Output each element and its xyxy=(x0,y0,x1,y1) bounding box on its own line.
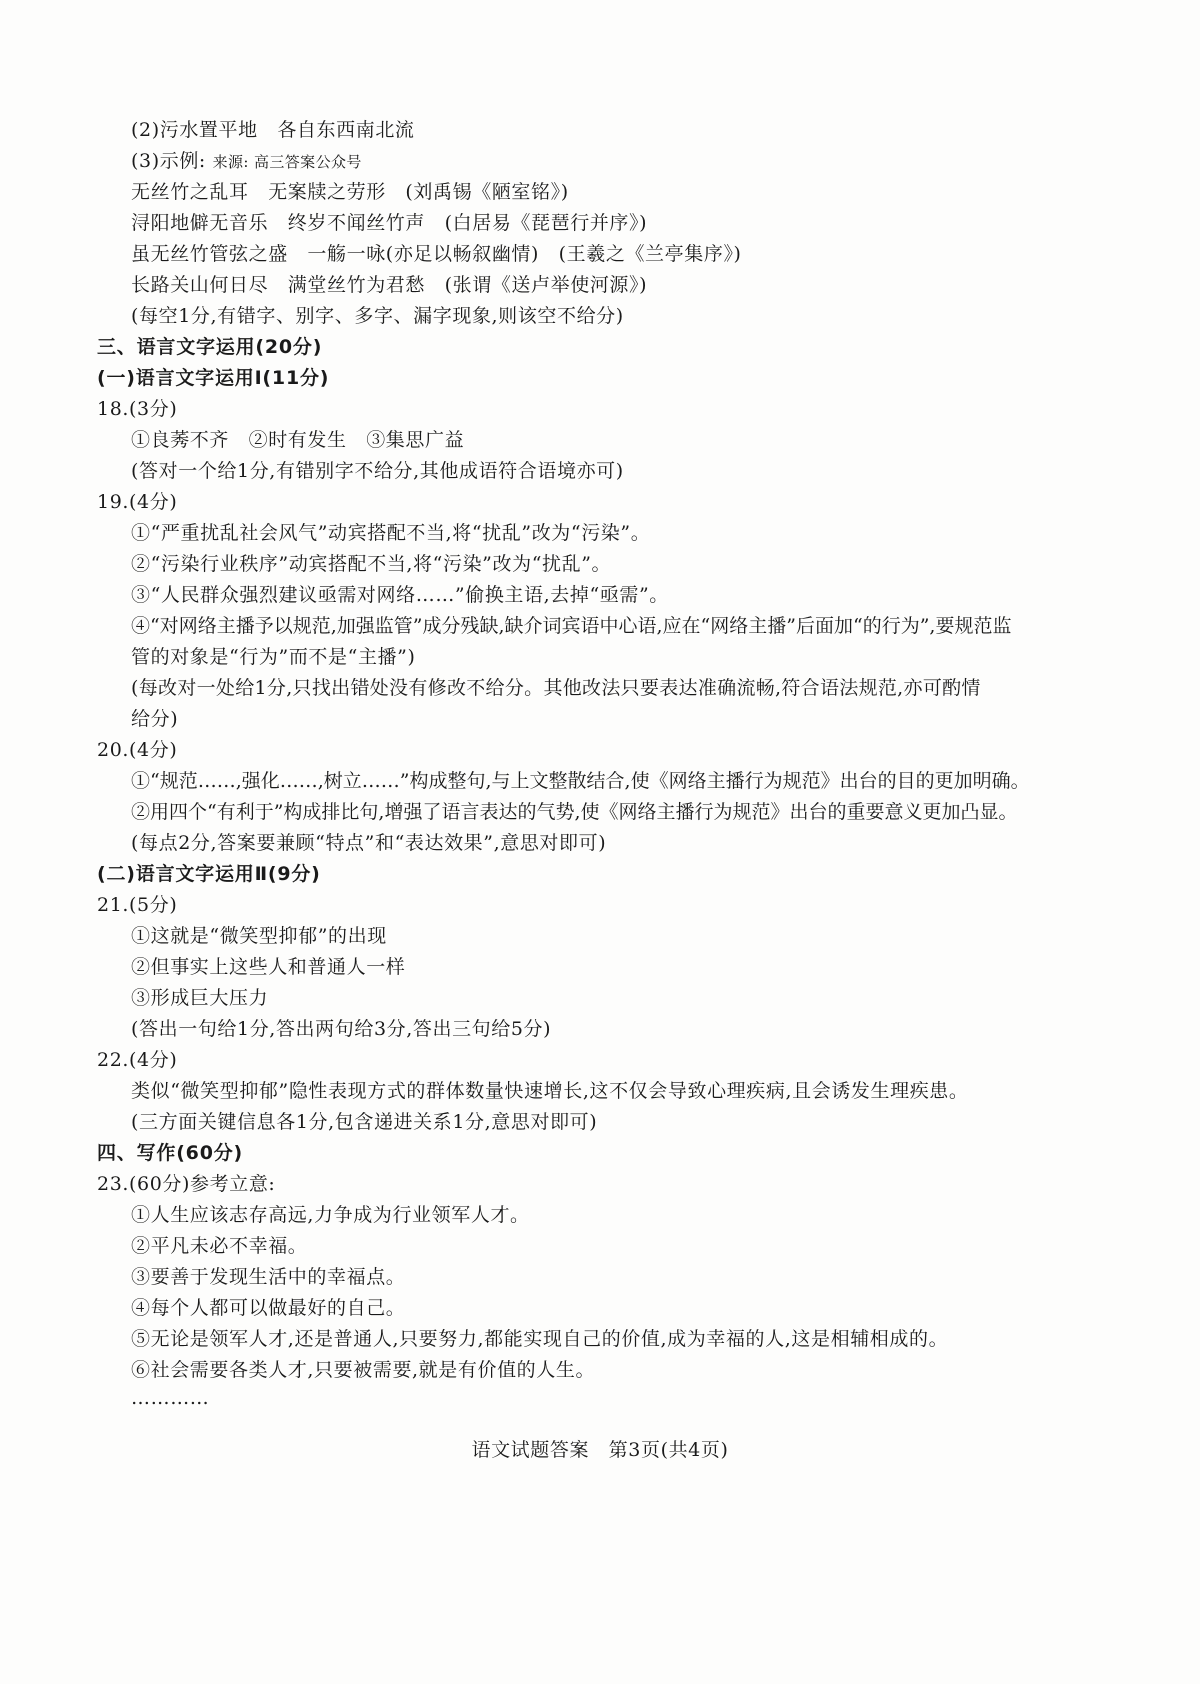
scoring-note-22: (三方面关键信息各1分,包含递进关系1分,意思对即可) xyxy=(131,1111,598,1133)
answer-22: 类似“微笑型抑郁”隐性表现方式的群体数量快速增长,这不仅会导致心理疾病,且会诱发生理疾患。 xyxy=(131,1080,969,1102)
answer-18: ①良莠不齐 ②时有发生 ③集思广益 xyxy=(131,429,465,451)
scoring-note-19-cont: 给分) xyxy=(131,708,179,730)
answer-20-2: ②用四个“有利于”构成排比句,增强了语言表达的气势,使《网络主播行为规范》出台的重要意义更加凸显。 xyxy=(131,801,1018,823)
answer-19-4: ④“对网络主播予以规范,加强监管”成分残缺,缺介词宾语中心语,应在“网络主播”后面加“的行为”,要规范监 xyxy=(131,615,1012,637)
answer-17-3-label xyxy=(131,149,362,174)
answer-19-1: ①“严重扰乱社会风气”动宾搭配不当,将“扰乱”改为“污染”。 xyxy=(131,522,651,544)
theme-2: ②平凡未必不幸福。 xyxy=(131,1235,308,1257)
answer-21-2: ②但事实上这些人和普通人一样 xyxy=(131,956,406,978)
question-20-heading: 20.(4分) xyxy=(97,739,178,761)
scoring-note-19: (每改对一处给1分,只找出错处没有修改不给分。其他改法只要表达准确流畅,符合语法规范,亦可酌情 xyxy=(131,677,981,699)
question-18-heading: 18.(3分) xyxy=(97,398,178,420)
section-heading-3: 三、语言文字运用(20分) xyxy=(97,336,323,358)
answer-21-1: ①这就是“微笑型抑郁”的出现 xyxy=(131,925,387,947)
subsection-heading-2: (二)语言文字运用Ⅱ(9分) xyxy=(97,863,321,885)
example-line-2: 浔阳地僻无音乐 终岁不闻丝竹声 (白居易《琵琶行并序》) xyxy=(131,212,648,234)
answer-21-3: ③形成巨大压力 xyxy=(131,987,269,1009)
example-label: (3)示例: xyxy=(131,150,206,172)
answer-20-1: ①“规范……,强化……,树立……”构成整句,与上文整散结合,使《网络主播行为规范》出台的目的更加明确。 xyxy=(131,770,1030,792)
theme-6: ⑥社会需要各类人才,只要被需要,就是有价值的人生。 xyxy=(131,1359,596,1381)
theme-1: ①人生应该志存高远,力争成为行业领军人才。 xyxy=(131,1204,530,1226)
question-23-heading: 23.(60分)参考立意: xyxy=(97,1173,276,1195)
scoring-note-18: (答对一个给1分,有错别字不给分,其他成语符合语境亦可) xyxy=(131,460,624,482)
example-line-1: 无丝竹之乱耳 无案牍之劳形 (刘禹锡《陋室铭》) xyxy=(131,181,569,203)
theme-4: ④每个人都可以做最好的自己。 xyxy=(131,1297,406,1319)
question-22-heading: 22.(4分) xyxy=(97,1049,178,1071)
source-watermark-text: 来源: 高三答案公众号 xyxy=(212,153,362,171)
theme-5: ⑤无论是领军人才,还是普通人,只要努力,都能实现自己的价值,成为幸福的人,这是相辅相成的。 xyxy=(131,1328,949,1350)
example-line-4: 长路关山何日尽 满堂丝竹为君愁 (张谓《送卢举使河源》) xyxy=(131,274,648,296)
answer-19-4-cont: 管的对象是“行为”而不是“主播”) xyxy=(131,646,416,668)
answer-17-2: (2)污水置平地 各自东西南北流 xyxy=(131,119,415,141)
section-heading-4: 四、写作(60分) xyxy=(97,1142,244,1164)
theme-3: ③要善于发现生活中的幸福点。 xyxy=(131,1266,406,1288)
scoring-note-17: (每空1分,有错字、别字、多字、漏字现象,则该空不给分) xyxy=(131,305,624,327)
page-footer: 语文试题答案 第3页(共4页) xyxy=(471,1439,729,1461)
example-line-3: 虽无丝竹管弦之盛 一觞一咏(亦足以畅叙幽情) (王羲之《兰亭集序》) xyxy=(131,243,742,265)
answer-19-2: ②“污染行业秩序”动宾搭配不当,将“污染”改为“扰乱”。 xyxy=(131,553,612,575)
scoring-note-20: (每点2分,答案要兼顾“特点”和“表达效果”,意思对即可) xyxy=(131,832,607,854)
scoring-note-21: (答出一句给1分,答出两句给3分,答出三句给5分) xyxy=(131,1018,552,1040)
question-21-heading: 21.(5分) xyxy=(97,894,178,916)
ellipsis: ………… xyxy=(131,1387,210,1409)
answer-19-3: ③“人民群众强烈建议亟需对网络……”偷换主语,去掉“亟需”。 xyxy=(131,584,669,606)
subsection-heading-1: (一)语言文字运用Ⅰ(11分) xyxy=(97,367,330,389)
question-19-heading: 19.(4分) xyxy=(97,491,178,513)
